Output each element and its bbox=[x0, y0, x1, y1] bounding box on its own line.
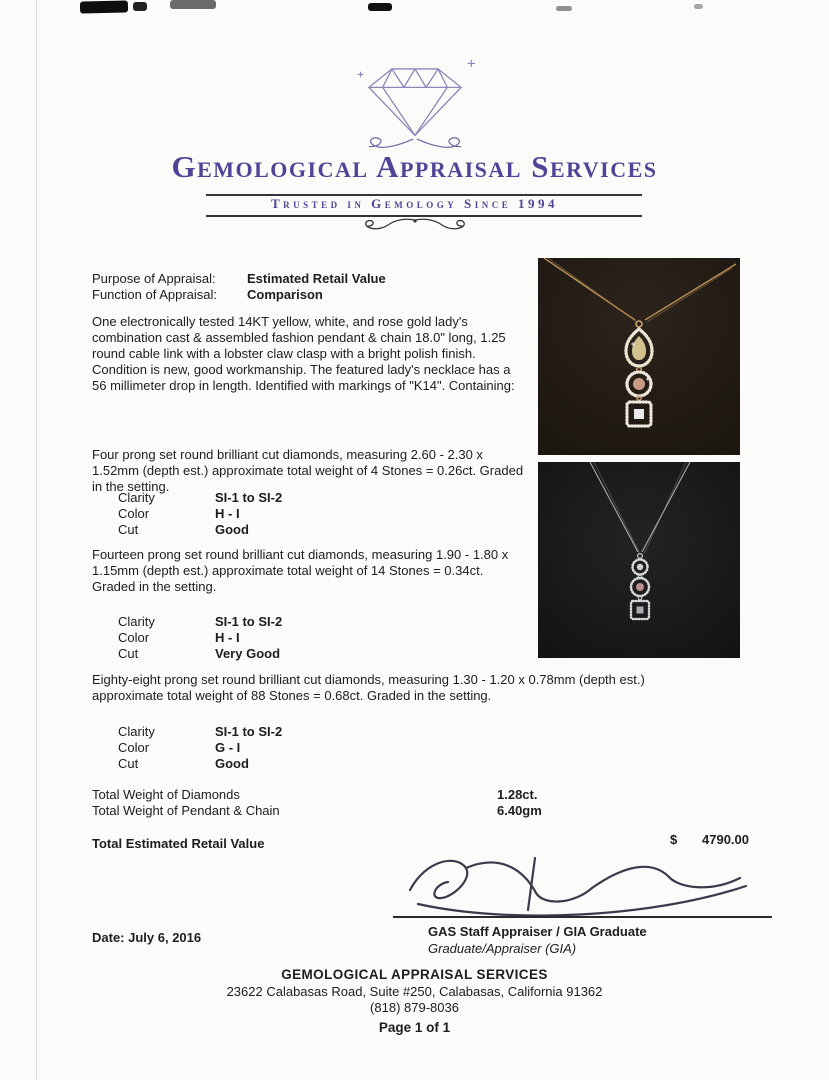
footer-address: 23622 Calabasas Road, Suite #250, Calabasas, California 91362 bbox=[226, 984, 603, 999]
clarity-value: SI-1 to SI-2 bbox=[215, 614, 283, 629]
item-description: One electronically tested 14KT yellow, white, and rose gold lady's combination cast & assembled fashion pendant & chain 18.0" long, 1.25 round cable link with a lobster claw clasp with a bright polish finish. Condition is new, good workmanship. The featured lady's necklace has a 56 millimeter drop in length. Identified with markings of "K14". Containing: bbox=[92, 314, 515, 393]
purpose-label: Purpose of Appraisal: bbox=[92, 271, 216, 286]
scan-artifact bbox=[694, 4, 703, 9]
color-value: G - I bbox=[215, 740, 241, 755]
clarity-label: Clarity bbox=[118, 490, 155, 505]
total-weight-pendant-value: 6.40gm bbox=[497, 803, 542, 818]
color-label: Color bbox=[118, 740, 150, 755]
grade-row-color bbox=[118, 740, 282, 756]
clarity-value: SI-1 to SI-2 bbox=[215, 724, 283, 739]
function-row bbox=[92, 287, 323, 303]
scan-artifact bbox=[80, 0, 128, 13]
total-retail-value: 4790.00 bbox=[702, 832, 749, 847]
total-weight-diamonds-label: Total Weight of Diamonds bbox=[92, 787, 240, 802]
necklace-photo-bottom bbox=[538, 462, 740, 658]
stone-group-1-description: Four prong set round brilliant cut diamonds, measuring 2.60 - 2.30 x 1.52mm (depth est.) approximate total weight of 4 Stones = 0.26ct. Graded in the setting. bbox=[92, 447, 524, 494]
total-weight-pendant-label: Total Weight of Pendant & Chain bbox=[92, 803, 280, 818]
necklace-photo-top bbox=[538, 258, 740, 455]
clarity-label: Clarity bbox=[118, 614, 155, 629]
grade-row-clarity bbox=[118, 614, 282, 630]
total-weight-diamonds-value: 1.28ct. bbox=[497, 787, 538, 802]
grade-row-clarity bbox=[118, 490, 282, 506]
color-value: H - I bbox=[215, 630, 240, 645]
stone-group-3-grades bbox=[118, 724, 282, 772]
grade-row-cut bbox=[118, 646, 282, 662]
signature-line bbox=[393, 916, 772, 918]
purpose-value: Estimated Retail Value bbox=[247, 271, 386, 286]
color-label: Color bbox=[118, 506, 150, 521]
org-title: Gemological Appraisal Services bbox=[171, 149, 658, 184]
stone-group-3-description: Eighty-eight prong set round brilliant cut diamonds, measuring 1.30 - 1.20 x 0.78mm (depth est.) approximate total weight of 88 Stones = 0.68ct. Graded in the setting. bbox=[92, 672, 645, 703]
purpose-row bbox=[92, 271, 386, 287]
cut-value: Good bbox=[215, 522, 249, 537]
scan-artifact bbox=[556, 6, 572, 11]
cut-value: Very Good bbox=[215, 646, 281, 661]
grade-row-cut bbox=[118, 522, 282, 538]
cut-value: Good bbox=[215, 756, 249, 771]
function-value: Comparison bbox=[247, 287, 323, 302]
scan-artifact bbox=[133, 2, 147, 11]
cut-label: Cut bbox=[118, 756, 139, 771]
footer-phone: (818) 879-8036 bbox=[370, 1000, 459, 1015]
scan-artifact bbox=[368, 3, 392, 11]
clarity-label: Clarity bbox=[118, 724, 155, 739]
stone-group-1-grades bbox=[118, 490, 282, 538]
appraiser-subtitle: Graduate/Appraiser (GIA) bbox=[428, 941, 577, 956]
currency-symbol: $ bbox=[670, 832, 678, 847]
stone-group-2-grades bbox=[118, 614, 282, 662]
grade-row-cut bbox=[118, 756, 282, 772]
total-retail-label: Total Estimated Retail Value bbox=[92, 836, 265, 851]
function-label: Function of Appraisal: bbox=[92, 287, 218, 302]
footer-page-number: Page 1 of 1 bbox=[378, 1020, 451, 1035]
grade-row-clarity bbox=[118, 724, 282, 740]
stone-group-2-description: Fourteen prong set round brilliant cut diamonds, measuring 1.90 - 1.80 x 1.15mm (depth est.) approximate total weight of 14 Stones = 0.34ct. Graded in the setting. bbox=[92, 547, 509, 594]
scan-artifact bbox=[170, 0, 216, 9]
color-label: Color bbox=[118, 630, 150, 645]
grade-row-color bbox=[118, 506, 282, 522]
org-tagline: Trusted in Gemology Since 1994 bbox=[270, 196, 559, 211]
clarity-value: SI-1 to SI-2 bbox=[215, 490, 283, 505]
scroll-ornament-icon bbox=[340, 216, 490, 238]
grade-row-color bbox=[118, 630, 282, 646]
appraiser-signature-image bbox=[388, 848, 772, 922]
cut-label: Cut bbox=[118, 646, 139, 661]
footer-org-name: GEMOLOGICAL APPRAISAL SERVICES bbox=[281, 967, 548, 982]
date-line: Date: July 6, 2016 bbox=[92, 930, 202, 945]
color-value: H - I bbox=[215, 506, 240, 521]
diamond-logo-icon bbox=[340, 56, 490, 156]
cut-label: Cut bbox=[118, 522, 139, 537]
appraiser-title: GAS Staff Appraiser / GIA Graduate bbox=[428, 924, 647, 939]
